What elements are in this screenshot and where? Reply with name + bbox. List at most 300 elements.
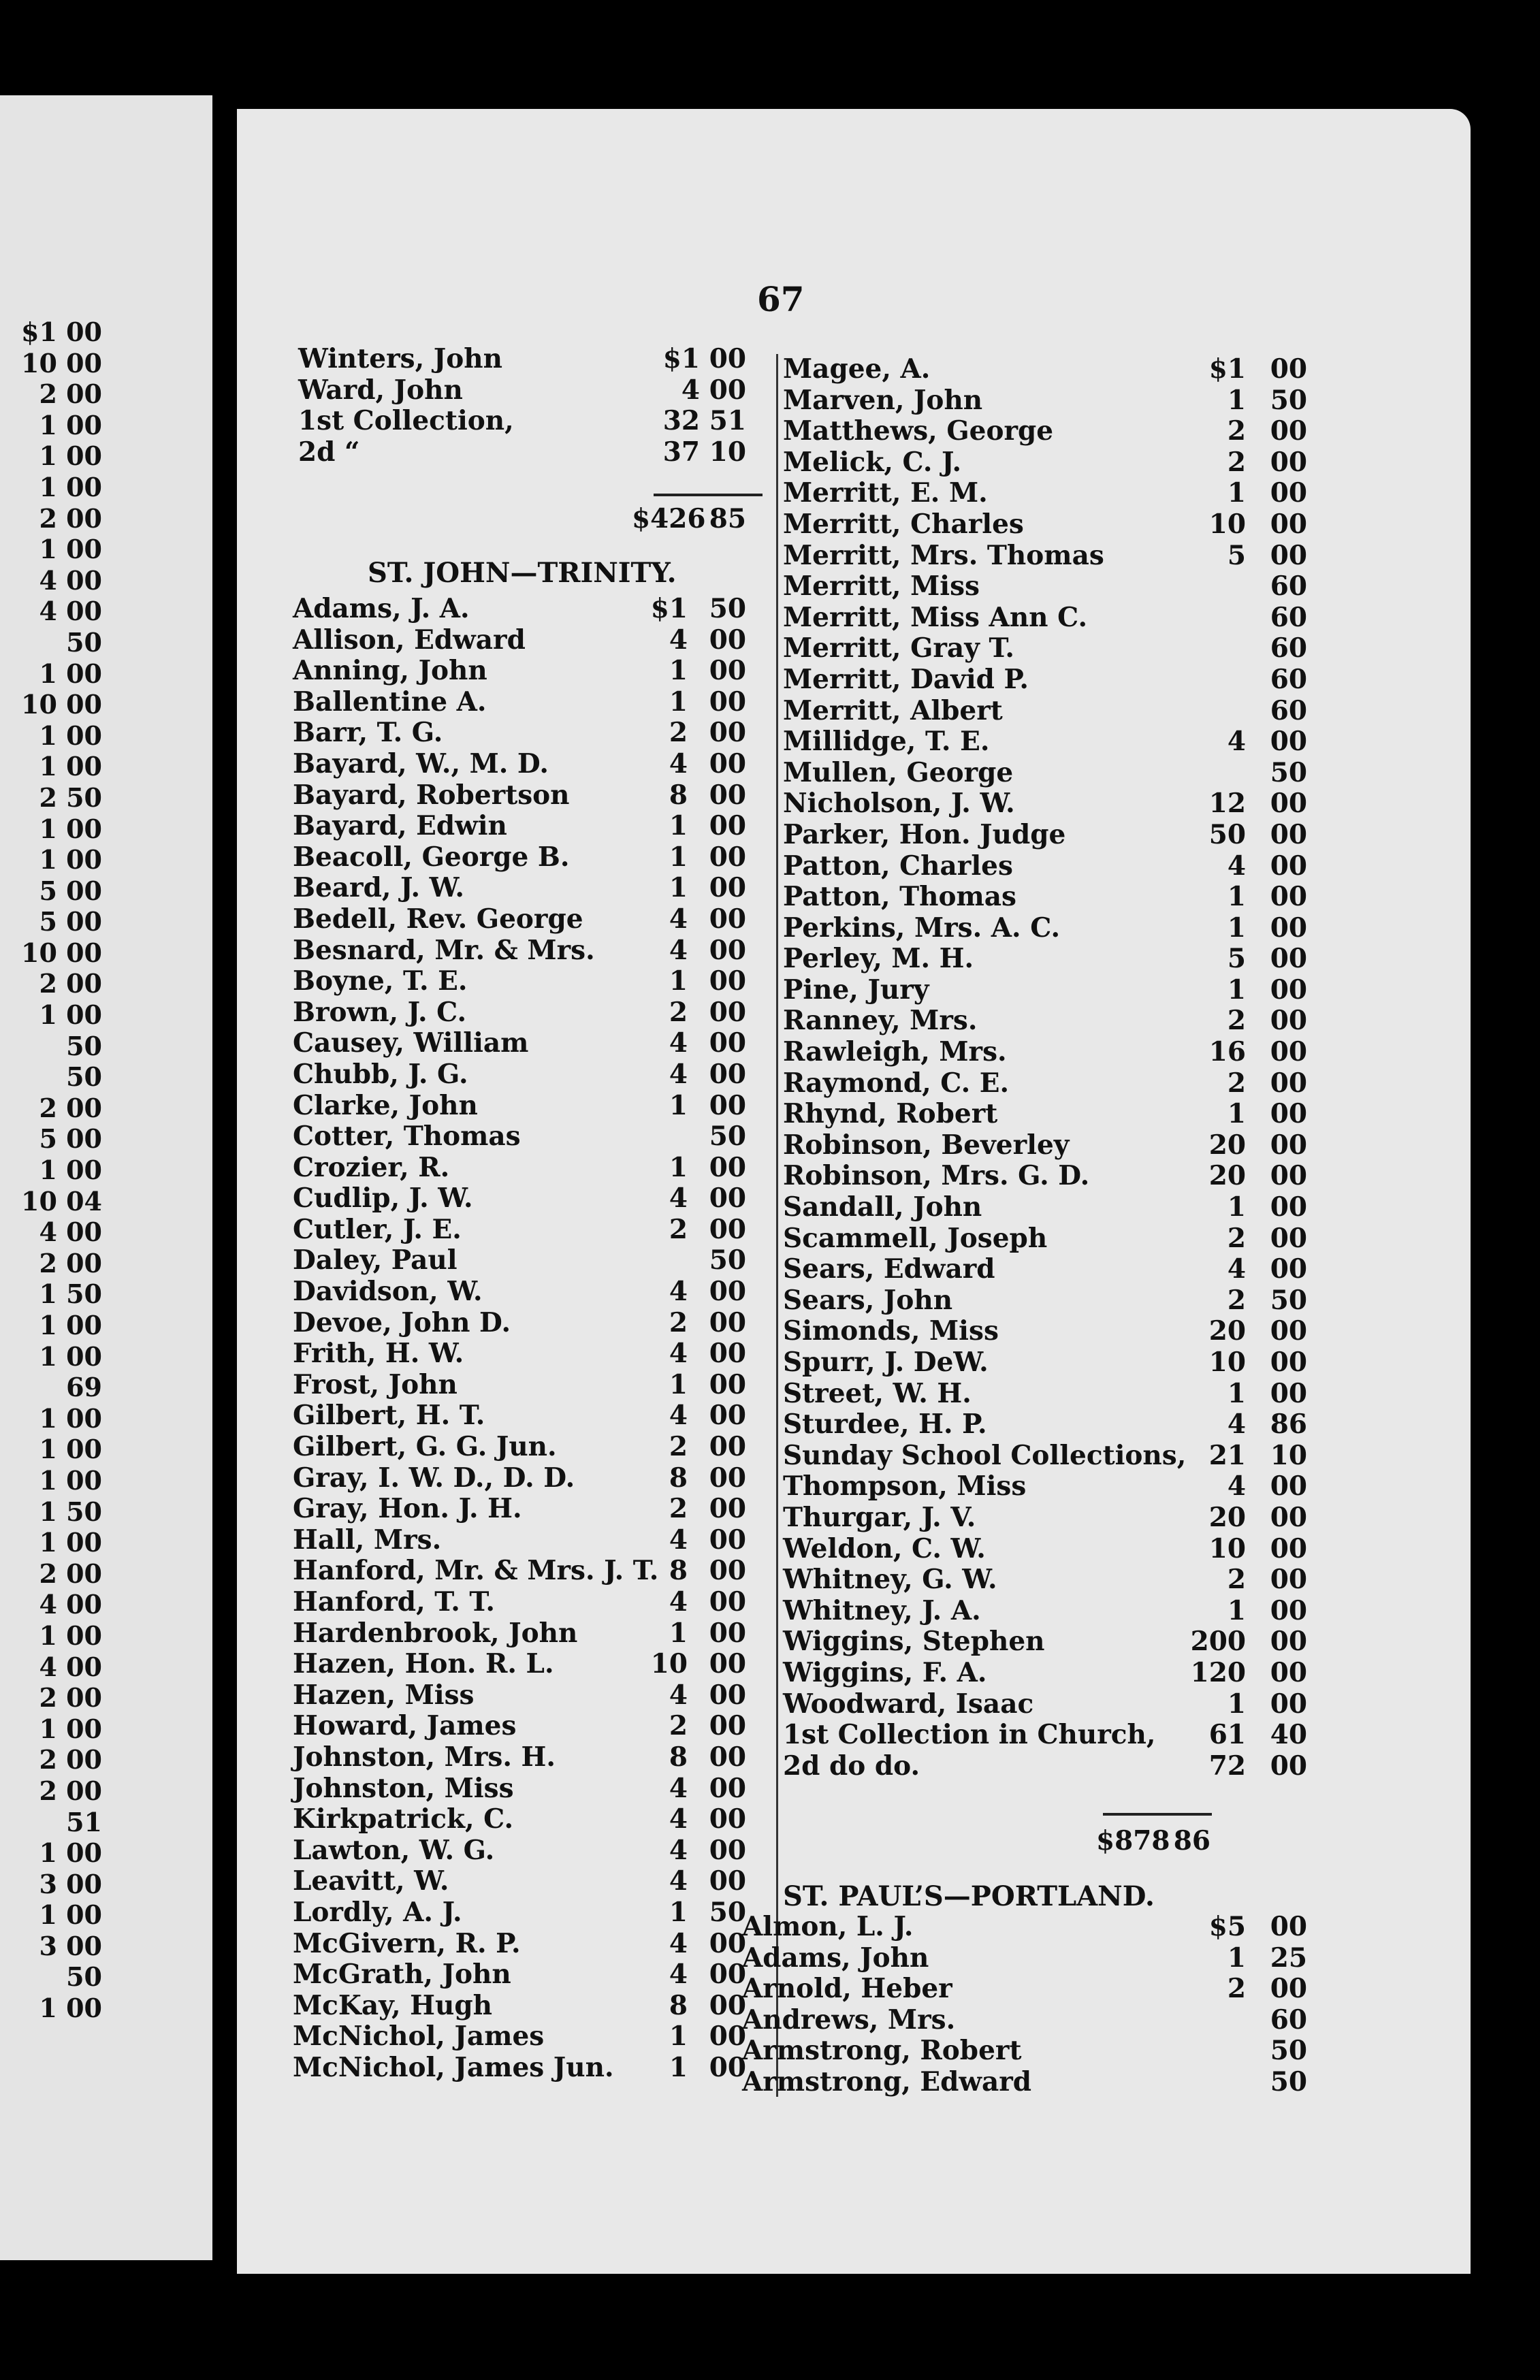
- ledger-row: [783, 1377, 1307, 1410]
- amount-cents: 50: [1270, 2065, 1307, 2097]
- ledger-row: [293, 935, 763, 967]
- amount-cents: 00: [709, 1089, 746, 1121]
- amount-cents: 60: [1270, 601, 1307, 633]
- margin-amount: 2 00: [39, 1558, 102, 1589]
- ledger-row: [293, 1773, 763, 1805]
- ledger-row: [293, 1742, 763, 1773]
- amount-dollars: 2: [1227, 446, 1246, 478]
- amount-dollars: 1: [1227, 912, 1246, 944]
- donor-name: Matthews, George: [783, 415, 1054, 447]
- left-margin-amounts: [7, 317, 102, 2024]
- donor-name: Hazen, Hon. R. L.: [293, 1648, 554, 1680]
- amount-cents: 00: [1270, 943, 1307, 975]
- ledger-row: [293, 1711, 763, 1742]
- donor-name: Ranney, Mrs.: [783, 1005, 978, 1037]
- amount-cents: 00: [1270, 850, 1307, 882]
- ledger-row: [293, 1121, 763, 1153]
- section-heading-st-pauls-portland: ST. PAUL’S—PORTLAND.: [783, 1880, 1155, 1912]
- page-number: 67: [757, 279, 805, 319]
- amount-cents: 00: [709, 686, 746, 718]
- donor-name: Sandall, John: [783, 1191, 982, 1223]
- amount-cents: 00: [709, 1989, 746, 2021]
- amount-dollars: 12: [1208, 788, 1246, 820]
- amount-dollars: 120: [1190, 1656, 1246, 1688]
- donor-name: Adams, J. A.: [293, 593, 470, 624]
- ledger-row: [783, 1160, 1307, 1192]
- margin-amount: 1 50: [39, 1496, 102, 1527]
- amount-dollars: 4: [669, 1959, 688, 1991]
- amount-cents: 00: [1270, 818, 1307, 850]
- ledger-row: [783, 1564, 1307, 1596]
- donor-name: Spurr, J. DeW.: [783, 1347, 989, 1378]
- amount-cents: 00: [1270, 1067, 1307, 1099]
- donor-name: Hanford, Mr. & Mrs. J. T.: [293, 1555, 659, 1587]
- margin-amount: 1 00: [39, 1527, 102, 1558]
- amount-cents: 00: [1270, 1750, 1307, 1782]
- ledger-row: [783, 1284, 1307, 1317]
- ledger-row: [783, 1191, 1307, 1223]
- col2-total-cents: 86: [1173, 1825, 1210, 1856]
- donor-name: McGrath, John: [293, 1959, 511, 1991]
- ledger-row: [298, 406, 768, 437]
- amount-cents: 50: [709, 593, 746, 624]
- margin-amount: 50: [66, 1030, 102, 1061]
- donor-name: Brown, J. C.: [293, 996, 467, 1028]
- margin-amount: 1 00: [39, 1993, 102, 2024]
- donor-name: Merritt, David P.: [783, 663, 1029, 695]
- amount-cents: 00: [709, 1058, 746, 1090]
- ledger-row: [293, 1308, 763, 1339]
- ledger-row: [783, 818, 1307, 851]
- ledger-row: [783, 384, 1307, 417]
- amount-dollars: 2: [669, 1710, 688, 1742]
- ledger-row: [293, 625, 763, 656]
- amount-dollars: 4: [1227, 1409, 1246, 1441]
- amount-cents: 00: [709, 1183, 746, 1215]
- amount-dollars: 4: [669, 1679, 688, 1711]
- donor-name: 2d do do.: [783, 1750, 920, 1782]
- amount-dollars: 4: [669, 1865, 688, 1897]
- col2-total-rule: [1103, 1813, 1212, 1816]
- amount-cents: 00: [709, 1493, 746, 1525]
- ledger-row: [783, 756, 1307, 789]
- margin-amount: 2 00: [39, 968, 102, 999]
- donor-name: Frith, H. W.: [293, 1338, 464, 1370]
- section-heading-st-john-trinity: ST. JOHN—TRINITY.: [368, 557, 677, 589]
- donor-name: Ward, John: [298, 374, 463, 406]
- ledger-row: [783, 477, 1307, 509]
- amount-cents: 00: [709, 1524, 746, 1556]
- donor-name: 1st Collection in Church,: [783, 1719, 1156, 1751]
- amount-cents: 51: [709, 405, 746, 437]
- amount-dollars: 1: [669, 1089, 688, 1121]
- donor-name: Boyne, T. E.: [293, 965, 468, 997]
- ledger-row: [783, 1347, 1307, 1379]
- amount-dollars: 2: [1227, 1564, 1246, 1596]
- amount-dollars: 8: [669, 1462, 688, 1494]
- margin-amount: 2 00: [39, 1092, 102, 1123]
- donor-name: Woodward, Isaac: [783, 1688, 1034, 1720]
- amount-cents: 00: [709, 872, 746, 904]
- amount-cents: 00: [1270, 1315, 1307, 1347]
- margin-amount: 1 00: [39, 1402, 102, 1434]
- amount-dollars: 2: [1227, 1284, 1246, 1316]
- donor-name: Wiggins, Stephen: [783, 1626, 1045, 1658]
- amount-dollars: 4: [1227, 850, 1246, 882]
- amount-dollars: 10: [1208, 508, 1246, 540]
- margin-amount: 1 50: [39, 1279, 102, 1310]
- margin-amount: 1 00: [39, 1899, 102, 1931]
- ledger-row: [783, 850, 1307, 882]
- ledger-row: [783, 1129, 1307, 1161]
- amount-dollars: 20: [1208, 1315, 1246, 1347]
- margin-amount: 2 50: [39, 782, 102, 813]
- amount-cents: 50: [709, 1896, 746, 1928]
- ledger-row: [293, 1338, 763, 1370]
- amount-dollars: 8: [669, 1555, 688, 1587]
- ledger-row: [783, 1532, 1307, 1565]
- margin-amount: 2 00: [39, 1775, 102, 1806]
- amount-cents: 00: [709, 1617, 746, 1649]
- amount-cents: 00: [709, 2021, 746, 2053]
- donor-name: Anning, John: [293, 655, 487, 687]
- amount-cents: 00: [1270, 477, 1307, 509]
- donor-name: Sears, John: [783, 1284, 953, 1316]
- amount-dollars: $1: [662, 343, 700, 374]
- amount-dollars: 72: [1208, 1750, 1246, 1782]
- donor-name: Marven, John: [783, 384, 983, 416]
- donor-name: Wiggins, F. A.: [783, 1656, 987, 1688]
- ledger-row: [783, 1470, 1307, 1502]
- margin-amount: $1 00: [21, 317, 102, 347]
- margin-amount: 1 00: [39, 1340, 102, 1372]
- amount-cents: 00: [709, 1151, 746, 1183]
- amount-dollars: 4: [669, 624, 688, 656]
- amount-dollars: 1: [669, 841, 688, 873]
- amount-cents: 00: [709, 1213, 746, 1245]
- col2-total-dollars: $878: [1096, 1825, 1170, 1856]
- amount-dollars: 4: [1227, 1470, 1246, 1502]
- margin-amount: 5 00: [39, 906, 102, 937]
- amount-cents: 00: [709, 1338, 746, 1370]
- ledger-row: [293, 780, 763, 811]
- amount-cents: 00: [1270, 1911, 1307, 1942]
- amount-dollars: 2: [1227, 1973, 1246, 2005]
- amount-dollars: 1: [1227, 1594, 1246, 1626]
- ledger-row: [293, 2021, 763, 2053]
- donor-name: Merritt, Mrs. Thomas: [783, 539, 1104, 571]
- donor-name: Millidge, T. E.: [783, 726, 990, 758]
- amount-cents: 00: [709, 810, 746, 842]
- amount-dollars: 8: [669, 779, 688, 811]
- ledger-row: [293, 1059, 763, 1091]
- donor-name: Arnold, Heber: [742, 1973, 952, 2005]
- donor-name: Rawleigh, Mrs.: [783, 1036, 1007, 1068]
- ledger-row: [783, 353, 1307, 385]
- donor-name: Cudlip, J. W.: [293, 1183, 473, 1215]
- amount-cents: 00: [709, 1400, 746, 1432]
- margin-amount: 1 00: [39, 658, 102, 689]
- amount-dollars: 4: [669, 1027, 688, 1059]
- amount-cents: 00: [709, 996, 746, 1028]
- donor-name: Bayard, W., M. D.: [293, 747, 549, 779]
- donor-name: Robinson, Mrs. G. D.: [783, 1160, 1090, 1192]
- ledger-row: [783, 1750, 1307, 1782]
- ledger-row: [293, 811, 763, 842]
- ledger-row: [293, 1400, 763, 1432]
- amount-dollars: 61: [1208, 1719, 1246, 1751]
- donor-name: Parker, Hon. Judge: [783, 818, 1066, 850]
- donor-name: Thompson, Miss: [783, 1470, 1027, 1502]
- ledger-row: [783, 1005, 1307, 1037]
- ledger-row: [783, 912, 1307, 944]
- amount-dollars: 1: [669, 1368, 688, 1400]
- amount-dollars: 2: [669, 996, 688, 1028]
- amount-cents: 00: [709, 1648, 746, 1680]
- amount-dollars: 4: [669, 1524, 688, 1556]
- col1-total: [298, 504, 768, 535]
- donor-name: Hardenbrook, John: [293, 1617, 578, 1649]
- donor-name: Adams, John: [742, 1942, 929, 1974]
- donor-name: Sturdee, H. P.: [783, 1409, 987, 1441]
- ledger-row: [783, 726, 1307, 758]
- ledger-row: [293, 1680, 763, 1711]
- col1-total-cents: 85: [709, 503, 746, 534]
- ledger-row: [298, 344, 768, 375]
- amount-dollars: 4: [669, 747, 688, 779]
- donor-name: Devoe, John D.: [293, 1306, 511, 1338]
- amount-cents: 00: [1270, 508, 1307, 540]
- donor-name: Armstrong, Robert: [742, 2035, 1022, 2067]
- amount-dollars: 2: [1227, 1067, 1246, 1099]
- amount-cents: 10: [1270, 1439, 1307, 1471]
- donor-name: McNichol, James Jun.: [293, 2051, 614, 2083]
- ledger-row: [293, 966, 763, 997]
- margin-amount: 1 00: [39, 1434, 102, 1465]
- margin-amount: 50: [66, 1961, 102, 1993]
- donor-name: Andrews, Mrs.: [742, 2004, 956, 2036]
- amount-cents: 25: [1270, 1942, 1307, 1974]
- amount-dollars: 37: [662, 436, 700, 468]
- amount-dollars: 4: [669, 1400, 688, 1432]
- donor-name: Gilbert, G. G. Jun.: [293, 1431, 557, 1463]
- donor-name: Merritt, Gray T.: [783, 632, 1015, 664]
- amount-cents: 50: [709, 1244, 746, 1276]
- ledger-row: [293, 1929, 763, 1960]
- amount-dollars: 1: [1227, 974, 1246, 1006]
- amount-cents: 50: [709, 1121, 746, 1153]
- margin-amount: 50: [66, 626, 102, 658]
- donor-name: Bedell, Rev. George: [293, 903, 583, 935]
- margin-amount: 4 00: [39, 596, 102, 627]
- amount-cents: 00: [1270, 1222, 1307, 1254]
- ledger-row: [293, 1618, 763, 1650]
- amount-cents: 00: [1270, 1564, 1307, 1596]
- amount-dollars: 1: [669, 1151, 688, 1183]
- amount-dollars: 4: [669, 1338, 688, 1370]
- amount-dollars: 1: [1227, 384, 1246, 416]
- ledger-row: [783, 1719, 1307, 1751]
- amount-dollars: 200: [1190, 1626, 1246, 1658]
- ledger-row: [742, 2065, 1307, 2098]
- amount-cents: 00: [1270, 912, 1307, 944]
- ledger-row: [293, 1091, 763, 1122]
- donor-name: 2d “: [298, 436, 360, 468]
- amount-dollars: 2: [1227, 1222, 1246, 1254]
- donor-name: Street, W. H.: [783, 1377, 972, 1409]
- amount-cents: 60: [1270, 570, 1307, 602]
- amount-cents: 00: [709, 374, 746, 406]
- amount-cents: 00: [709, 1803, 746, 1835]
- donor-name: Patton, Thomas: [783, 881, 1016, 913]
- amount-cents: 00: [709, 343, 746, 374]
- amount-cents: 00: [709, 717, 746, 749]
- ledger-row: [293, 1525, 763, 1556]
- donor-name: Patton, Charles: [783, 850, 1013, 882]
- amount-cents: 60: [1270, 694, 1307, 726]
- amount-dollars: 4: [669, 1183, 688, 1215]
- amount-dollars: 16: [1208, 1036, 1246, 1068]
- col2-total: [749, 1826, 1253, 1857]
- amount-cents: 00: [709, 1834, 746, 1866]
- donor-name: Mullen, George: [783, 756, 1014, 788]
- donor-name: 1st Collection,: [298, 405, 514, 437]
- donor-name: Scammell, Joseph: [783, 1222, 1048, 1254]
- margin-amount: 4 00: [39, 564, 102, 596]
- amount-dollars: $1: [1208, 353, 1246, 385]
- amount-dollars: 2: [669, 1431, 688, 1463]
- donor-name: Clarke, John: [293, 1089, 478, 1121]
- margin-amount: 10 00: [21, 347, 102, 379]
- ledger-row: [783, 1626, 1307, 1658]
- ledger-row: [293, 1183, 763, 1215]
- amount-dollars: 4: [669, 934, 688, 966]
- margin-amount: 1 00: [39, 1464, 102, 1496]
- donor-name: Merritt, Miss Ann C.: [783, 601, 1088, 633]
- ledger-row: [293, 718, 763, 749]
- ledger-row: [293, 1991, 763, 2022]
- amount-cents: 60: [1270, 663, 1307, 695]
- donor-name: Beard, J. W.: [293, 872, 464, 904]
- amount-dollars: 20: [1208, 1160, 1246, 1192]
- amount-cents: 00: [709, 624, 746, 656]
- ledger-row: [783, 601, 1307, 634]
- amount-dollars: 4: [669, 1276, 688, 1308]
- ledger-row: [783, 1656, 1307, 1689]
- amount-dollars: 10: [1208, 1347, 1246, 1378]
- amount-dollars: 32: [662, 405, 700, 437]
- ledger-row: [742, 2004, 1307, 2036]
- amount-dollars: 1: [669, 686, 688, 718]
- amount-dollars: 1: [1227, 1191, 1246, 1223]
- amount-dollars: 1: [669, 2021, 688, 2053]
- ledger-row: [293, 1959, 763, 1991]
- ledger-row: [783, 1036, 1307, 1068]
- amount-cents: 50: [1270, 1284, 1307, 1316]
- amount-dollars: 2: [669, 1306, 688, 1338]
- ledger-row: [293, 2053, 763, 2084]
- ledger-row: [783, 1501, 1307, 1534]
- amount-cents: 00: [709, 1772, 746, 1804]
- margin-amount: 3 00: [39, 1930, 102, 1961]
- margin-amount: 2 00: [39, 379, 102, 410]
- amount-cents: 00: [1270, 788, 1307, 820]
- donor-name: McKay, Hugh: [293, 1989, 492, 2021]
- donor-name: Cotter, Thomas: [293, 1121, 521, 1153]
- amount-cents: 00: [709, 1462, 746, 1494]
- donor-name: Sunday School Collections,: [783, 1439, 1187, 1471]
- amount-dollars: 1: [669, 1617, 688, 1649]
- amount-cents: 50: [1270, 756, 1307, 788]
- amount-dollars: 2: [1227, 1005, 1246, 1037]
- amount-cents: 00: [1270, 1656, 1307, 1688]
- amount-dollars: $1: [650, 593, 688, 624]
- ledger-row: [293, 842, 763, 873]
- amount-cents: 00: [1270, 881, 1307, 913]
- ledger-row: [298, 375, 768, 406]
- margin-amount: 1 00: [39, 1155, 102, 1186]
- amount-cents: 00: [1270, 1191, 1307, 1223]
- amount-dollars: 4: [669, 1586, 688, 1618]
- amount-cents: 00: [1270, 1626, 1307, 1658]
- amount-dollars: 50: [1208, 818, 1246, 850]
- amount-cents: 00: [1270, 1160, 1307, 1192]
- amount-cents: 00: [709, 1431, 746, 1463]
- margin-amount: 10 04: [21, 1185, 102, 1217]
- col1-top-entries: [298, 344, 768, 468]
- margin-amount: 1 00: [39, 534, 102, 565]
- amount-dollars: 2: [669, 1493, 688, 1525]
- ledger-row: [293, 1276, 763, 1308]
- donor-name: Besnard, Mr. & Mrs.: [293, 934, 595, 966]
- margin-amount: 1 00: [39, 1620, 102, 1651]
- ledger-row: [293, 1587, 763, 1618]
- ledger-row: [293, 1556, 763, 1587]
- margin-amount: 50: [66, 1061, 102, 1093]
- margin-amount: 69: [66, 1372, 102, 1403]
- amount-cents: 00: [1270, 1688, 1307, 1720]
- donor-name: Bayard, Edwin: [293, 810, 507, 842]
- col1-total-dollars: $426: [632, 503, 706, 534]
- amount-cents: 00: [709, 1586, 746, 1618]
- ledger-row: [783, 788, 1307, 820]
- donor-name: Daley, Paul: [293, 1244, 458, 1276]
- margin-amount: 10 00: [21, 689, 102, 720]
- ledger-row: [783, 1067, 1307, 1099]
- amount-dollars: 5: [1227, 943, 1246, 975]
- ledger-row: [783, 663, 1307, 696]
- amount-dollars: 2: [669, 717, 688, 749]
- amount-dollars: 10: [650, 1648, 688, 1680]
- amount-cents: 00: [709, 965, 746, 997]
- amount-cents: 00: [709, 1710, 746, 1742]
- ledger-row: [783, 539, 1307, 572]
- ledger-row: [742, 1911, 1307, 1943]
- ledger-row: [293, 1370, 763, 1401]
- ledger-row: [742, 2035, 1307, 2067]
- amount-cents: 60: [1270, 632, 1307, 664]
- ledger-row: [783, 415, 1307, 447]
- amount-cents: 00: [1270, 1347, 1307, 1378]
- amount-cents: 00: [1270, 1532, 1307, 1564]
- amount-dollars: 1: [669, 655, 688, 687]
- amount-cents: 00: [1270, 446, 1307, 478]
- ledger-row: [293, 904, 763, 935]
- amount-dollars: 2: [669, 1213, 688, 1245]
- donor-name: Kirkpatrick, C.: [293, 1803, 514, 1835]
- donor-name: Weldon, C. W.: [783, 1532, 986, 1564]
- ledger-row: [293, 1245, 763, 1276]
